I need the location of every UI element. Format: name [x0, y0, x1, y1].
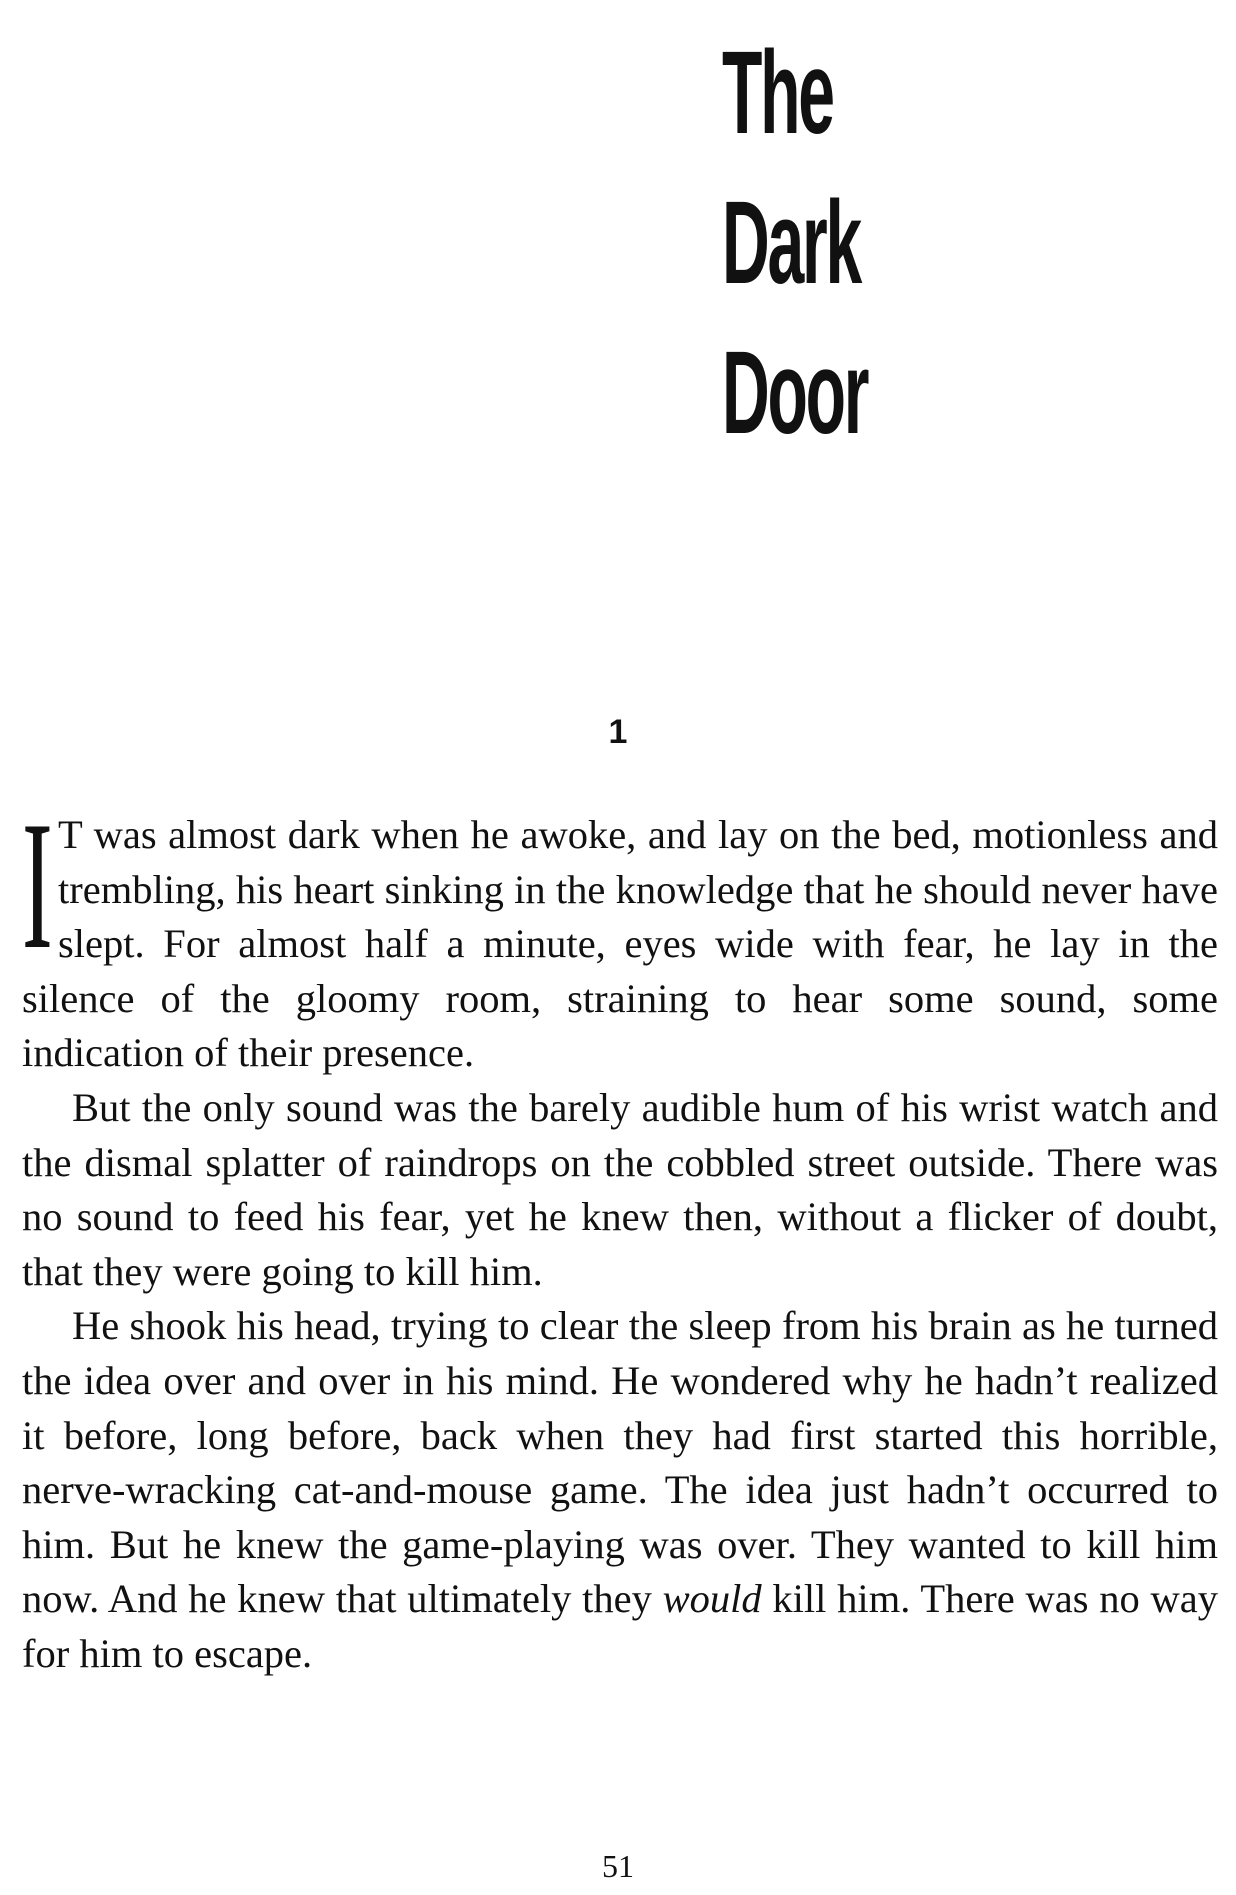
title-line-2: Dark	[722, 177, 860, 309]
paragraph-3-text-end: kill him. There was no way for him to escape.	[22, 1576, 1218, 1676]
paragraph-1	[22, 783, 1218, 1081]
paragraph-3	[22, 1299, 1218, 1681]
title-line-3: Door	[722, 327, 868, 459]
section-number: 1	[608, 713, 628, 751]
paragraph-2: But the only sound was the barely audible hum of his wrist watch and the dismal splatter of raindrops on the cobbled street outside. There was no sound to feed his fear, yet he knew then, without a flicker of doubt, that they were going to kill him.	[22, 1084, 1218, 1294]
emphasis-would: would	[662, 1576, 762, 1622]
paragraph-3-text-start: He shook his head, trying to clear the sleep from his brain as he turned the idea over and over in his mind. He wondered why he hadn’t realized it before, long before, back when they had first started this horrible, nerve-wracking cat-and-mouse game. The idea just hadn’t occurred to him. But he knew the game-playing was over. They wanted to kill him now. And he knew that ultimately they	[22, 1303, 1218, 1622]
body-text	[22, 783, 1218, 1682]
drop-cap: I	[22, 783, 53, 987]
paragraph-1-text: T was almost dark when he awoke, and lay on the bed, motionless and trembling, his heart sinking in the knowledge that he should never have slept. For almost half a minute, eyes wide with fear, he lay in the silence of the gloomy room, straining to hear some sound, some indication of their presence.	[22, 812, 1218, 1076]
title-line-1: The	[722, 27, 833, 159]
page-number: 51	[602, 1848, 634, 1884]
chapter-title	[722, 18, 1022, 468]
